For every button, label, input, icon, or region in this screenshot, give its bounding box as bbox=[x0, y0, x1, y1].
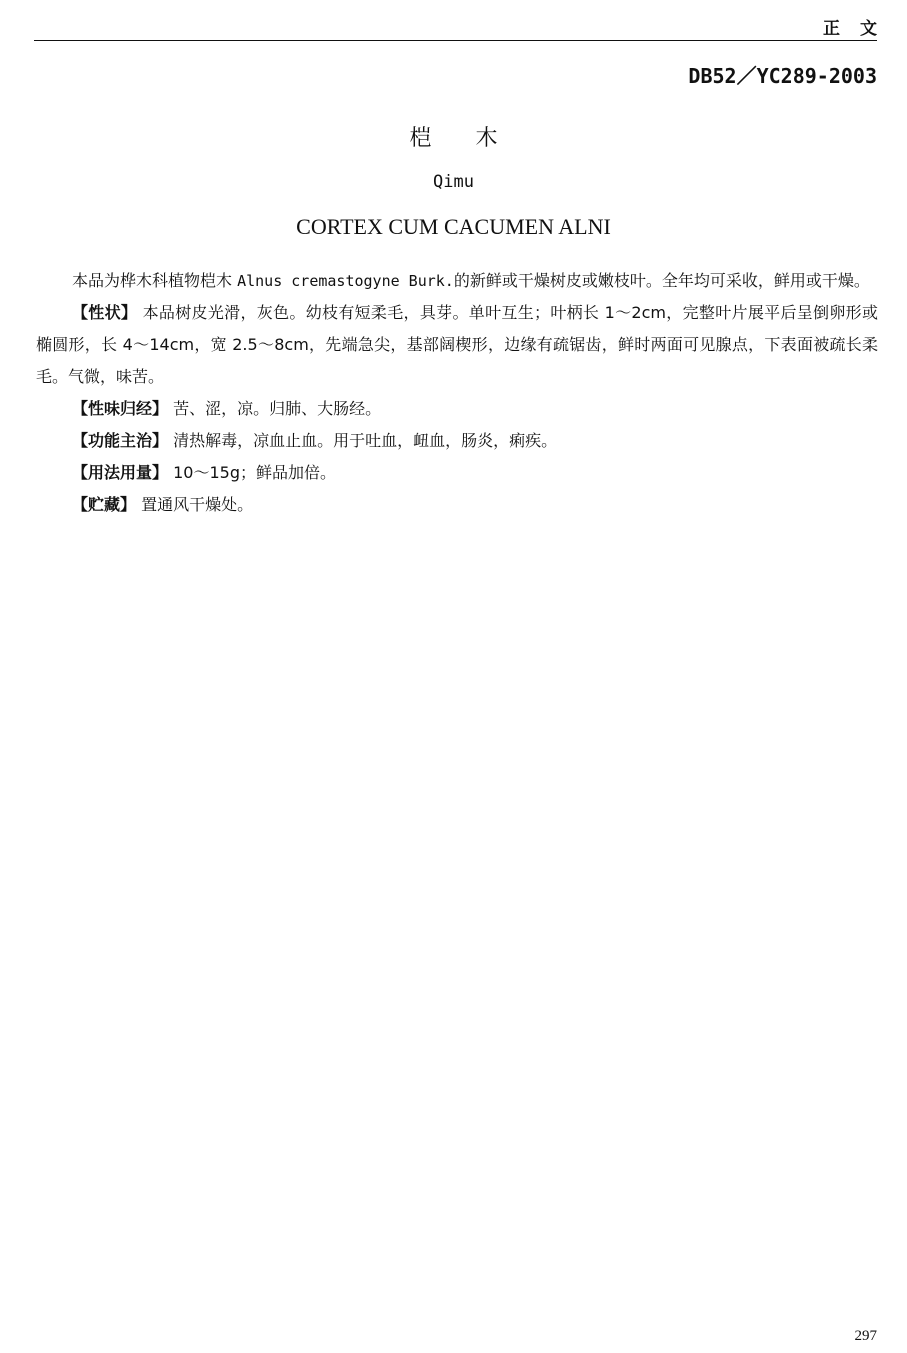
section-text: 10～15g；鲜品加倍。 bbox=[168, 463, 336, 482]
title-latin: CORTEX CUM CACUMEN ALNI bbox=[296, 214, 611, 239]
intro-latin-name: Alnus cremastogyne Burk. bbox=[237, 272, 454, 290]
monograph-body bbox=[36, 265, 878, 521]
section-heading: 【功能主治】 bbox=[72, 431, 169, 450]
section-description bbox=[36, 297, 878, 393]
page-number: 297 bbox=[854, 1328, 877, 1344]
standard-number: DB52／YC289-2003 bbox=[688, 64, 877, 88]
intro-paragraph bbox=[36, 265, 878, 297]
title-pinyin: Qimu bbox=[433, 172, 474, 192]
header-rule bbox=[34, 40, 877, 41]
section-dosage bbox=[36, 457, 878, 489]
section-nature-meridian bbox=[36, 393, 878, 425]
section-heading: 【性味归经】 bbox=[72, 399, 169, 418]
header-label: 正文 bbox=[823, 19, 897, 39]
section-heading: 【贮藏】 bbox=[72, 495, 137, 514]
section-text: 本品树皮光滑，灰色。幼枝有短柔毛，具芽。单叶互生；叶柄长 1～2cm，完整叶片展平后呈倒卵形或椭圆形，长 4～14cm，宽 2.5～8cm，先端急尖，基部阔楔形，边缘有疏锯齿，鲜时两面可见腺点，下表面被疏长柔毛。气微，味苦。 bbox=[36, 303, 878, 386]
section-heading: 【用法用量】 bbox=[72, 463, 169, 482]
section-text: 苦、涩，凉。归肺、大肠经。 bbox=[168, 399, 382, 418]
section-functions bbox=[36, 425, 878, 457]
section-text: 置通风干燥处。 bbox=[136, 495, 254, 514]
intro-text-after: 的新鲜或干燥树皮或嫩枝叶。全年均可采收，鲜用或干燥。 bbox=[453, 271, 870, 290]
title-chinese: 桤木 bbox=[409, 126, 542, 151]
section-text: 清热解毒，凉血止血。用于吐血，衄血，肠炎，痢疾。 bbox=[168, 431, 558, 450]
section-storage bbox=[36, 489, 878, 521]
section-heading: 【性状】 bbox=[72, 303, 138, 322]
intro-text-before: 本品为桦木科植物桤木 bbox=[72, 271, 238, 290]
